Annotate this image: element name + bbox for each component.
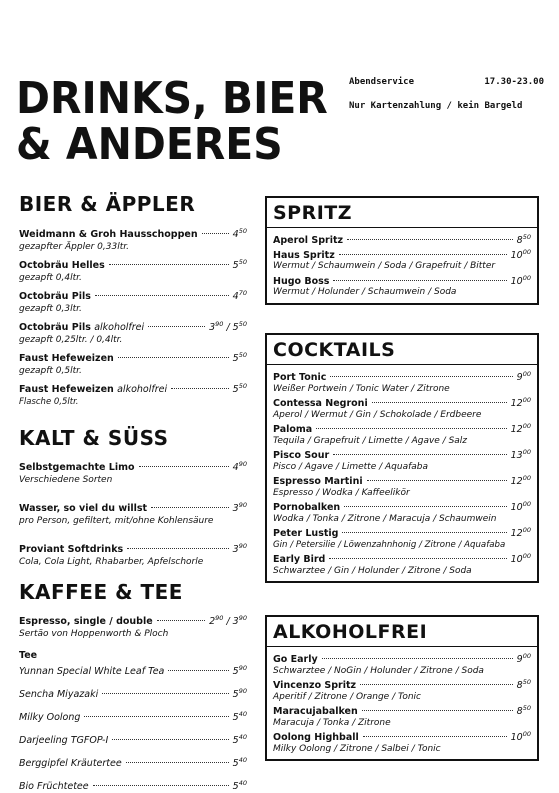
item-name: Wasser, so viel du willst xyxy=(19,503,148,514)
leader-dots xyxy=(118,357,229,358)
leader-dots xyxy=(139,466,229,467)
menu-item xyxy=(273,551,531,577)
leader-dots xyxy=(151,507,229,508)
section-kaffee xyxy=(19,580,247,793)
section-heading-alkoholfrei: ALKOHOLFREI xyxy=(267,621,537,647)
menu-title-line-2: & ANDERES xyxy=(16,119,283,170)
item-price: $3^{90}$ xyxy=(232,501,247,514)
menu-item xyxy=(273,651,531,677)
service-hours: 17.30-23.00 xyxy=(484,77,544,87)
leader-dots xyxy=(347,239,513,240)
item-price: $9^{00}$ xyxy=(516,370,531,383)
menu-item xyxy=(273,369,531,395)
item-price: $12^{00}$ xyxy=(510,396,531,409)
item-description: gezapft 0,25ltr. / 0,4ltr. xyxy=(19,335,123,345)
leader-dots xyxy=(333,280,506,281)
menu-item xyxy=(273,273,531,299)
item-price: $4^{70}$ xyxy=(232,289,247,302)
item-name: Pisco Sour xyxy=(273,450,330,461)
menu-item xyxy=(273,395,531,421)
section-heading-spritz: SPRITZ xyxy=(267,202,537,228)
item-name: Weidmann & Groh Hausschoppen xyxy=(19,229,198,240)
section-heading-bier: BIER & ÄPPLER xyxy=(19,192,196,216)
item-description: Schwarztee / Gin / Holunder / Zitrone / Soda xyxy=(273,565,472,576)
item-name: Port Tonic xyxy=(273,372,327,383)
section-kalt xyxy=(19,426,247,568)
item-price: $5^{90}$ xyxy=(232,664,247,677)
menu-item xyxy=(273,247,531,273)
item-name: Octobräu Pils xyxy=(19,291,91,302)
menu-item xyxy=(19,458,247,486)
leader-dots xyxy=(157,620,205,621)
menu-item xyxy=(19,540,247,568)
menu-item xyxy=(19,380,247,408)
item-description: Maracuja / Tonka / Zitrone xyxy=(273,717,391,728)
item-price: $5^{40}$ xyxy=(232,710,247,723)
tea-item xyxy=(19,685,247,701)
item-name: Selbstgemachte Limo xyxy=(19,462,135,473)
section-heading-kaffee: KAFFEE & TEE xyxy=(19,580,183,604)
service-info xyxy=(349,77,544,111)
item-price: $5^{40}$ xyxy=(232,779,247,792)
menu-item xyxy=(273,499,531,525)
menu-item xyxy=(19,318,247,346)
tea-item xyxy=(19,708,247,724)
leader-dots xyxy=(316,428,506,429)
leader-dots xyxy=(330,376,512,377)
service-label: Abendservice xyxy=(349,77,415,87)
tee-label: Tee xyxy=(19,650,38,661)
leader-dots xyxy=(148,326,205,327)
leader-dots xyxy=(112,739,228,740)
item-description: Espresso / Wodka / Kaffeelikör xyxy=(273,487,410,498)
menu-item xyxy=(19,256,247,284)
item-name: Darjeeling TGFOP-I xyxy=(19,735,109,746)
menu-item xyxy=(19,225,247,253)
menu-item xyxy=(273,729,531,755)
item-name: Faust Hefeweizen xyxy=(19,353,114,364)
item-name: Paloma xyxy=(273,424,313,435)
item-price: $5^{40}$ xyxy=(232,756,247,769)
tea-item xyxy=(19,662,247,678)
leader-dots xyxy=(339,254,507,255)
item-price: $10^{00}$ xyxy=(510,273,531,287)
item-price: $5^{40}$ xyxy=(232,733,247,746)
payment-note: Nur Kartenzahlung / kein Bargeld xyxy=(349,101,523,111)
leader-dots xyxy=(333,454,506,455)
item-description: gezapfter Äppler 0,33ltr. xyxy=(19,242,129,252)
item-price: $3^{90} / 5^{50}$ xyxy=(209,320,247,333)
item-name: Sencha Miyazaki xyxy=(19,689,99,700)
item-price: $4^{90}$ xyxy=(232,460,247,473)
item-price: $5^{50}$ xyxy=(232,382,247,395)
item-description: gezapft 0,5ltr. xyxy=(19,366,82,376)
item-name: Contessa Negroni xyxy=(273,398,368,409)
item-description: Verschiedene Sorten xyxy=(19,475,113,485)
leader-dots xyxy=(95,295,229,296)
item-price: $10^{00}$ xyxy=(510,552,531,565)
item-price: $3^{90}$ xyxy=(232,542,247,555)
item-description: Schwarztee / NoGin / Holunder / Zitrone / Soda xyxy=(273,665,484,676)
item-name: Espresso Martini xyxy=(273,476,363,487)
leader-dots xyxy=(171,388,229,389)
item-description: Cola, Cola Light, Rhabarber, Apfelschorle xyxy=(19,557,204,567)
leader-dots xyxy=(363,736,507,737)
leader-dots xyxy=(127,548,229,549)
item-description: Milky Oolong / Zitrone / Salbei / Tonic xyxy=(273,743,441,754)
item-price: $8^{50}$ xyxy=(516,233,531,246)
item-name: Pornobalken xyxy=(273,502,341,513)
section-heading-kalt: KALT & SÜSS xyxy=(19,426,169,450)
item-description: Wermut / Schaumwein / Soda / Grapefruit / Bitter xyxy=(273,261,496,271)
item-description: Pisco / Agave / Limette / Aquafaba xyxy=(273,461,428,472)
leader-dots xyxy=(126,762,229,763)
leader-dots xyxy=(93,785,229,786)
item-name: Go Early xyxy=(273,654,318,665)
menu-item xyxy=(19,612,247,640)
item-description: Sertão von Hoppenworth & Ploch xyxy=(19,629,169,639)
leader-dots xyxy=(322,658,513,659)
item-price: $5^{50}$ xyxy=(232,258,247,271)
menu-item xyxy=(273,421,531,447)
menu-title xyxy=(16,73,328,170)
leader-dots xyxy=(362,710,513,711)
section-alkoholfrei xyxy=(265,615,539,761)
menu-item xyxy=(273,232,531,247)
item-name: Peter Lustig xyxy=(273,528,339,539)
leader-dots xyxy=(367,480,507,481)
leader-dots xyxy=(329,558,506,559)
item-name: Maracujabalken xyxy=(273,706,358,717)
tea-item xyxy=(19,731,247,747)
item-description: Wermut / Holunder / Schaumwein / Soda xyxy=(273,287,457,297)
item-price: $9^{00}$ xyxy=(516,652,531,665)
menu-item xyxy=(19,349,247,377)
menu-item xyxy=(273,677,531,703)
section-bier xyxy=(19,192,247,408)
item-name: Oolong Highball xyxy=(273,732,359,743)
item-description: Tequila / Grapefruit / Limette / Agave / Salz xyxy=(273,435,468,446)
item-price: $12^{00}$ xyxy=(510,474,531,487)
item-price: $12^{00}$ xyxy=(510,422,531,435)
menu-item xyxy=(273,525,531,551)
leader-dots xyxy=(202,233,229,234)
menu-item xyxy=(273,473,531,499)
leader-dots xyxy=(360,684,513,685)
item-description: pro Person, gefiltert, mit/ohne Kohlensäure xyxy=(19,516,214,526)
item-name: Proviant Softdrinks xyxy=(19,544,124,555)
menu-item xyxy=(19,287,247,315)
item-name: Faust Hefeweizen alkoholfrei xyxy=(19,384,168,395)
item-description: Flasche 0,5ltr. xyxy=(19,397,79,407)
item-price: $13^{00}$ xyxy=(510,448,531,461)
leader-dots xyxy=(109,264,229,265)
item-price: $4^{50}$ xyxy=(232,227,247,240)
leader-dots xyxy=(102,693,228,694)
section-cocktails xyxy=(265,333,539,583)
tea-item xyxy=(19,754,247,770)
leader-dots xyxy=(168,670,228,671)
item-description: Wodka / Tonka / Zitrone / Maracuja / Schaumwein xyxy=(273,513,497,524)
menu-item xyxy=(19,499,247,527)
item-description: Aperol / Wermut / Gin / Schokolade / Erdbeere xyxy=(273,409,482,420)
section-spritz xyxy=(265,196,539,305)
item-price: $8^{50}$ xyxy=(516,678,531,691)
menu-item xyxy=(273,447,531,473)
leader-dots xyxy=(342,532,506,533)
item-price: $8^{50}$ xyxy=(516,704,531,717)
item-price: $5^{90}$ xyxy=(232,687,247,700)
item-name: Aperol Spritz xyxy=(273,235,344,246)
item-description: Gin / Petersilie / Löwenzahnhonig / Zitrone / Aquafaba xyxy=(273,539,506,550)
item-name: Milky Oolong xyxy=(19,712,81,723)
menu-item xyxy=(273,703,531,729)
item-name: Vincenzo Spritz xyxy=(273,680,357,691)
menu-title-line-1: DRINKS, BIER xyxy=(16,73,328,124)
item-price: $10^{00}$ xyxy=(510,730,531,743)
item-price: $10^{00}$ xyxy=(510,247,531,261)
item-price: $2^{90} / 3^{90}$ xyxy=(209,614,247,627)
item-description: gezapft 0,4ltr. xyxy=(19,273,82,283)
item-name: Early Bird xyxy=(273,554,326,565)
item-price: $10^{00}$ xyxy=(510,500,531,513)
item-price: $12^{00}$ xyxy=(510,526,531,539)
item-description: Aperitif / Zitrone / Orange / Tonic xyxy=(273,691,422,702)
item-name: Yunnan Special White Leaf Tea xyxy=(19,666,165,677)
item-name: Octobräu Helles xyxy=(19,260,105,271)
item-description: Weißer Portwein / Tonic Water / Zitrone xyxy=(273,383,450,394)
item-name: Hugo Boss xyxy=(273,275,330,287)
tea-item xyxy=(19,777,247,793)
leader-dots xyxy=(372,402,507,403)
item-price: $5^{50}$ xyxy=(232,351,247,364)
item-name: Haus Spritz xyxy=(273,249,335,261)
item-name: Espresso, single / double xyxy=(19,616,153,627)
item-name: Octobräu Pils alkoholfrei xyxy=(19,322,145,333)
leader-dots xyxy=(84,716,228,717)
item-name: Bio Früchtetee xyxy=(19,781,89,792)
item-description: gezapft 0,3ltr. xyxy=(19,304,82,314)
section-heading-cocktails: COCKTAILS xyxy=(267,339,537,365)
item-name: Berggipfel Kräutertee xyxy=(19,758,122,769)
leader-dots xyxy=(344,506,506,507)
